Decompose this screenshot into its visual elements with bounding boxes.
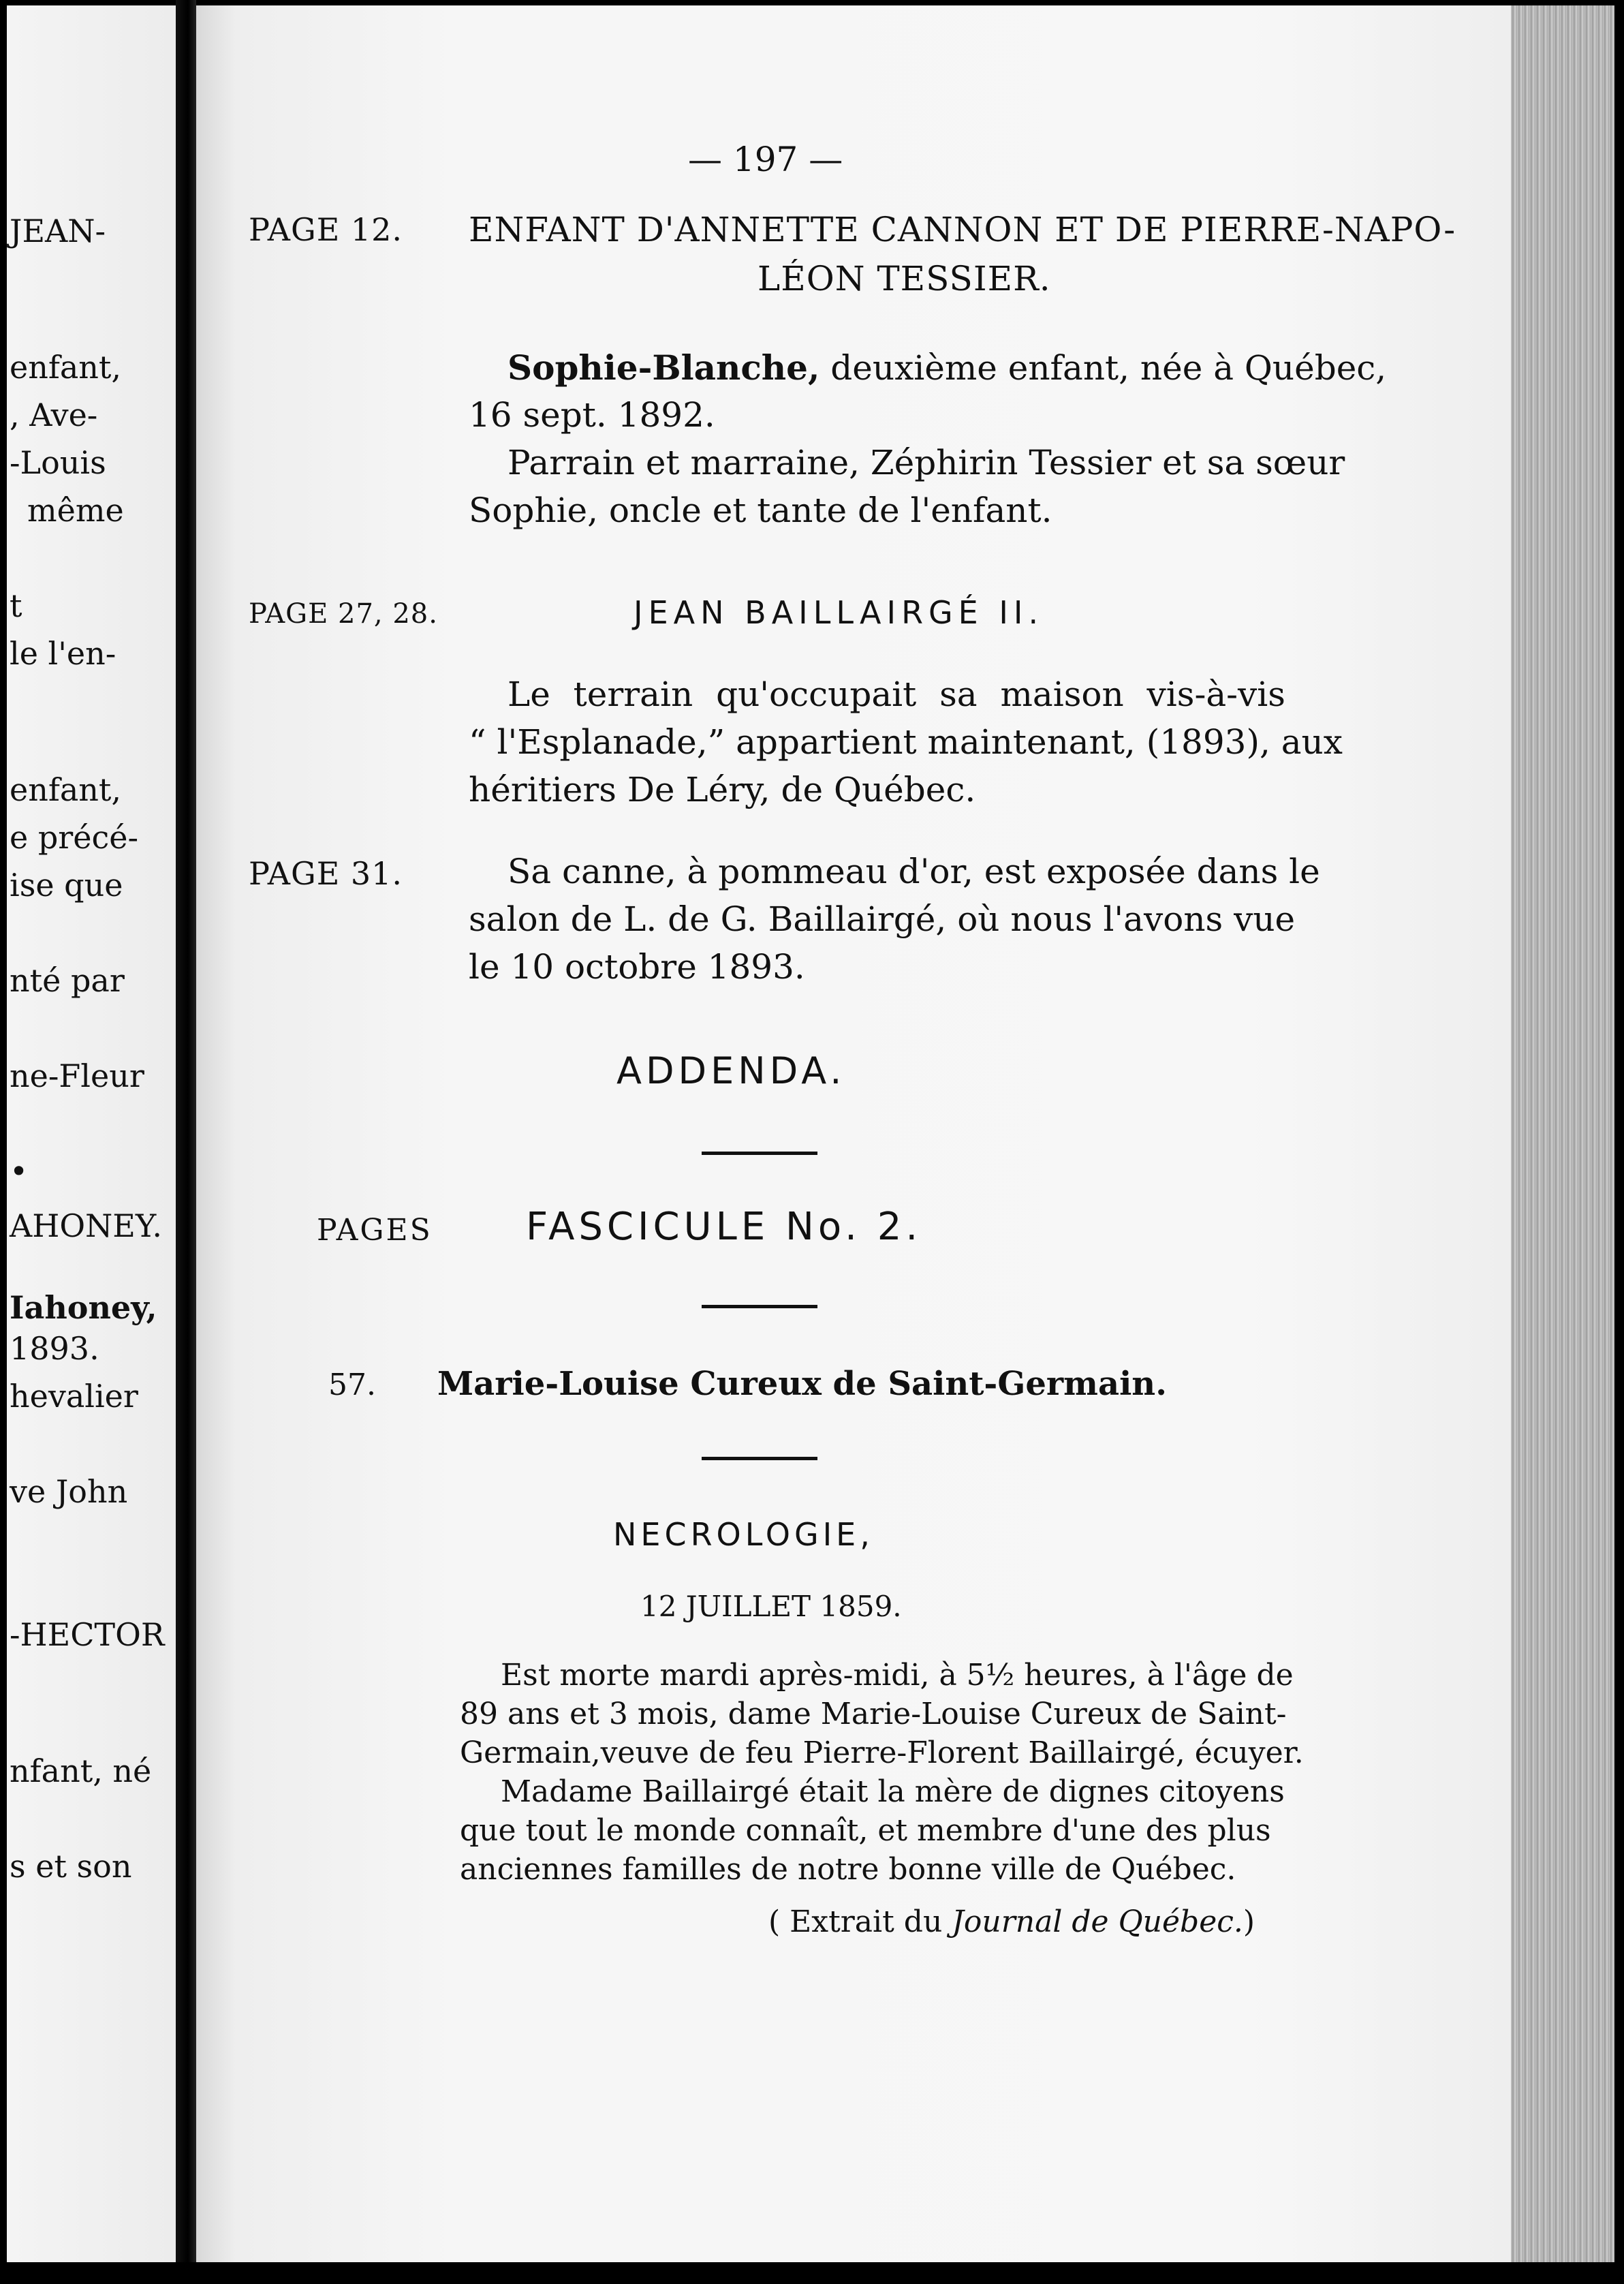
- entry-heading: ENFANT D'ANNETTE CANNON ET DE PIERRE-NAPO-: [469, 210, 1456, 249]
- margin-page-ref: PAGE 27, 28.: [249, 598, 438, 630]
- scan-border-left: [0, 0, 7, 2284]
- divider-rule: [702, 1152, 817, 1155]
- prev-fragment: JEAN-: [10, 213, 106, 249]
- divider-rule: [702, 1457, 817, 1460]
- item-name: Marie-Louise Cureux de Saint-Germain.: [437, 1365, 1167, 1403]
- addenda-title: ADDENDA.: [616, 1049, 846, 1092]
- fascicule-title: FASCICULE No. 2.: [526, 1205, 922, 1249]
- prev-fragment: t: [10, 587, 22, 624]
- prev-fragment: nfant, né: [10, 1753, 152, 1789]
- prev-fragment: s et son: [10, 1848, 132, 1885]
- entry-heading-continued: LÉON TESSIER.: [758, 259, 1051, 298]
- paragraph-line: Est morte mardi après-midi, à 5½ heures, à l'âge de: [501, 1658, 1294, 1693]
- book-gutter: [176, 0, 196, 2284]
- necrologie-title: NECROLOGIE,: [613, 1516, 874, 1553]
- entry-heading: JEAN BAILLAIRGÉ II.: [634, 594, 1044, 631]
- prev-fragment: -Louis: [10, 444, 106, 481]
- entry-line: 16 sept. 1892.: [469, 395, 715, 435]
- bold-name: Sophie-Blanche,: [507, 348, 820, 388]
- entry-line: salon de L. de G. Baillairgé, où nous l'avons vue: [469, 899, 1296, 939]
- prev-fragment: ise que: [10, 867, 123, 904]
- prev-fragment: enfant,: [10, 349, 122, 386]
- scan-border-right: [1614, 0, 1624, 2284]
- prev-fragment: •: [10, 1153, 29, 1190]
- item-number: 57.: [328, 1368, 376, 1402]
- prev-fragment: Iahoney,: [10, 1289, 157, 1326]
- entry-line: Sophie-Blanche, deuxième enfant, née à Québec,: [507, 348, 1387, 388]
- prev-fragment: e précé-: [10, 819, 139, 856]
- prev-fragment: ne-Fleur: [10, 1058, 144, 1094]
- margin-page-ref: PAGE 31.: [249, 855, 403, 892]
- page-edges: [1511, 5, 1614, 2262]
- entry-line: Sa canne, à pommeau d'or, est exposée dans le: [507, 852, 1320, 891]
- entry-line: Parrain et marraine, Zéphirin Tessier et sa sœur: [507, 443, 1345, 482]
- entry-line: le 10 octobre 1893.: [469, 947, 805, 987]
- divider-rule: [702, 1305, 817, 1308]
- prev-fragment: hevalier: [10, 1378, 138, 1415]
- prev-fragment: même: [27, 492, 124, 529]
- prev-fragment: 1893.: [10, 1330, 99, 1367]
- necrologie-date: 12 JUILLET 1859.: [640, 1590, 902, 1623]
- paragraph-line: que tout le monde connaît, et membre d'une des plus: [460, 1813, 1271, 1848]
- page-number: — 197 —: [688, 140, 843, 179]
- source-citation: ( Extrait du Journal de Québec.): [768, 1904, 1255, 1939]
- source-title: Journal de Québec.: [952, 1904, 1243, 1939]
- paragraph-line: anciennes familles de notre bonne ville de Québec.: [460, 1852, 1236, 1887]
- prev-fragment: enfant,: [10, 771, 122, 808]
- entry-line: héritiers De Léry, de Québec.: [469, 770, 976, 809]
- margin-page-ref: PAGE 12.: [249, 211, 403, 248]
- prev-fragment: ve John: [10, 1473, 128, 1510]
- entry-line: Le terrain qu'occupait sa maison vis-à-vis: [507, 675, 1285, 714]
- paragraph-line: Germain,veuve de feu Pierre-Florent Baillairgé, écuyer.: [460, 1735, 1304, 1770]
- prev-fragment: nté par: [10, 962, 125, 999]
- entry-line: “ l'Esplanade,” appartient maintenant, (1893), aux: [469, 722, 1343, 762]
- paragraph-line: 89 ans et 3 mois, dame Marie-Louise Cureux de Saint-: [460, 1697, 1287, 1731]
- prev-fragment: le l'en-: [10, 635, 116, 672]
- entry-line: Sophie, oncle et tante de l'enfant.: [469, 491, 1052, 530]
- prev-fragment: -HECTOR: [10, 1616, 165, 1653]
- scan-border-bottom: [0, 2262, 1624, 2284]
- prev-fragment: AHONEY.: [10, 1207, 162, 1244]
- scan-border-top: [0, 0, 1624, 5]
- previous-page-strip: [7, 5, 176, 2262]
- paragraph-line: Madame Baillairgé était la mère de dignes citoyens: [501, 1774, 1285, 1809]
- pages-label: PAGES: [317, 1213, 433, 1248]
- prev-fragment: , Ave-: [10, 397, 98, 433]
